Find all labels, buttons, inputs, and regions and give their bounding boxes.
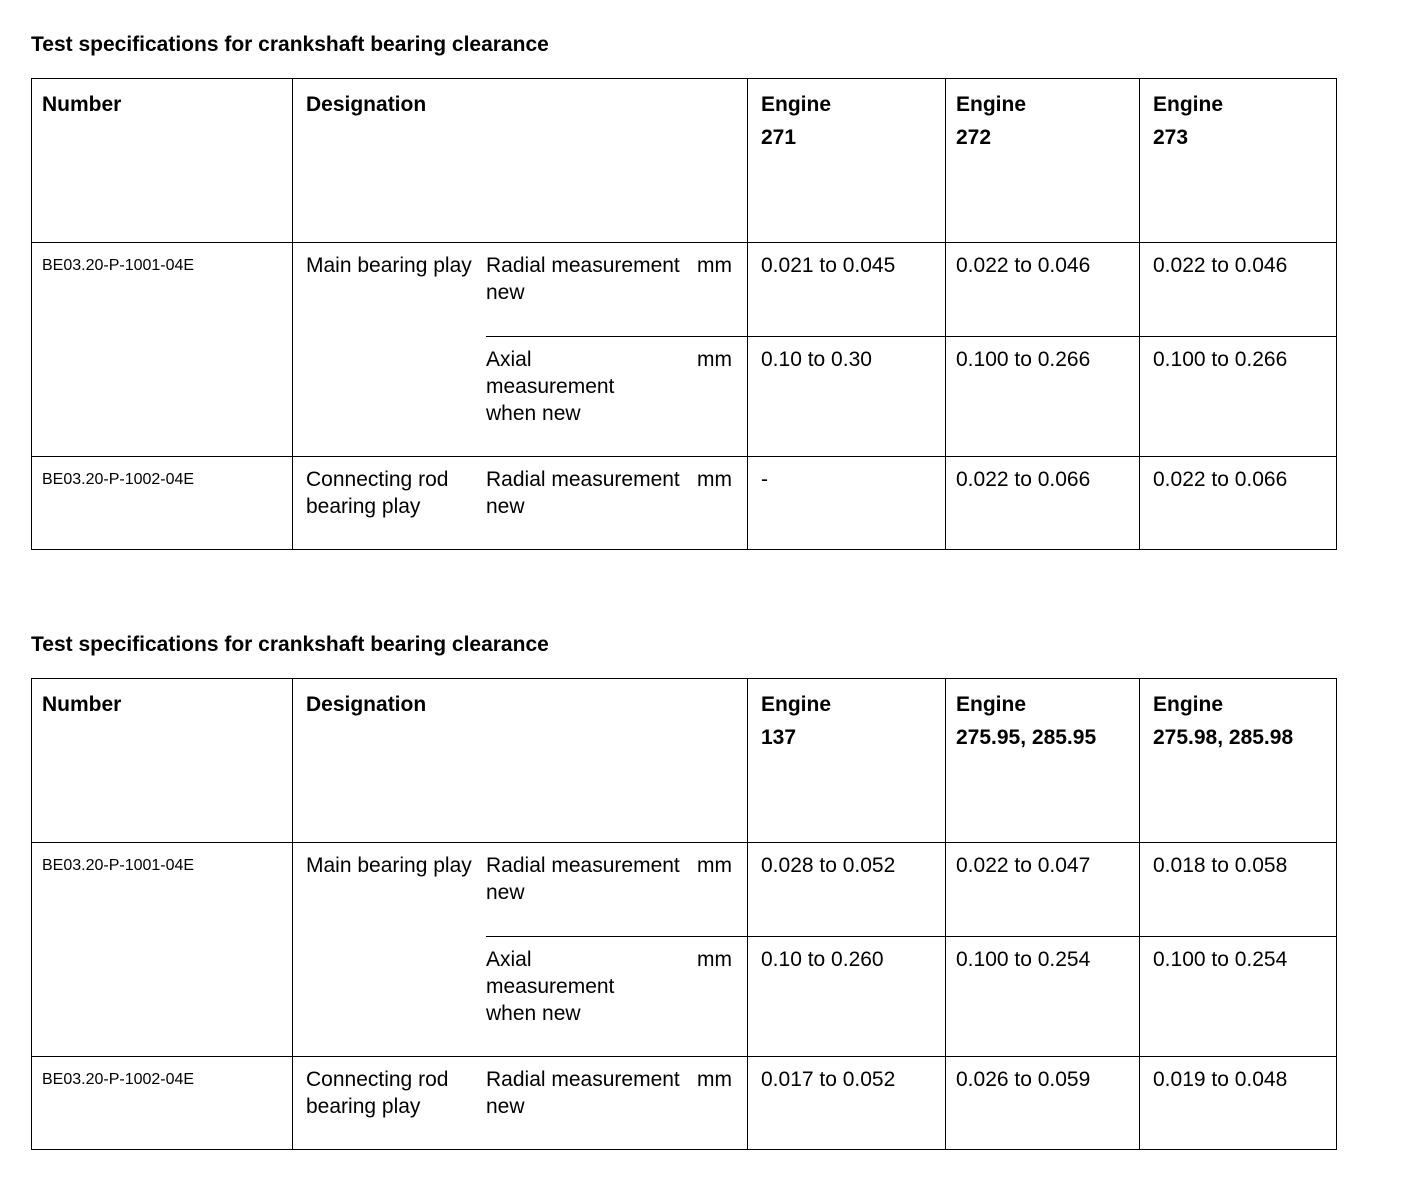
unit-label: mm [697, 468, 732, 491]
designation-label: Connecting rod bearing play [306, 1068, 449, 1118]
designation-label: Main bearing play [306, 254, 472, 277]
spec-number: BE03.20-P-1002-04E [42, 471, 195, 488]
table-border-right [1336, 78, 1337, 550]
unit-label: mm [697, 348, 732, 371]
engine-label: Engine [1153, 93, 1224, 116]
table-border-bottom [31, 1149, 1337, 1150]
header-engine-1 [761, 688, 831, 754]
spec-number: BE03.20-P-1001-04E [42, 857, 195, 874]
designation-label: Connecting rod bearing play [306, 468, 449, 518]
engine-label: Engine [956, 93, 1027, 116]
row-divider [31, 456, 1337, 457]
value-cell: 0.100 to 0.254 [1153, 948, 1288, 971]
measure-label: Axial measurement when new [486, 948, 615, 1025]
value-cell: 0.018 to 0.058 [1153, 854, 1288, 877]
value-cell: 0.022 to 0.066 [1153, 468, 1288, 491]
engine-model: 137 [761, 726, 797, 749]
value-cell: 0.022 to 0.046 [1153, 254, 1288, 277]
engine-model: 272 [956, 126, 992, 149]
engine-label: Engine [1153, 693, 1224, 716]
col-divider [945, 78, 946, 550]
value-cell: 0.017 to 0.052 [761, 1068, 896, 1091]
engine-model: 275.98, 285.98 [1153, 726, 1294, 749]
table-border-left [31, 78, 32, 550]
measure-label: Radial measurement new [486, 1068, 680, 1118]
table-border-top [31, 678, 1337, 679]
engine-model: 273 [1153, 126, 1189, 149]
spec-table [31, 78, 1337, 550]
spec-number: BE03.20-P-1001-04E [42, 257, 195, 274]
row-divider [31, 242, 1337, 243]
measure-label: Axial measurement when new [486, 348, 615, 425]
value-cell: 0.10 to 0.30 [761, 348, 872, 371]
header-designation: Designation [306, 93, 427, 116]
value-cell: 0.100 to 0.254 [956, 948, 1091, 971]
section-title: Test specifications for crankshaft bearing clearance [31, 633, 549, 656]
value-cell: 0.022 to 0.066 [956, 468, 1091, 491]
section-title: Test specifications for crankshaft bearing clearance [31, 33, 549, 56]
engine-label: Engine [761, 93, 832, 116]
value-cell: 0.026 to 0.059 [956, 1068, 1091, 1091]
engine-label: Engine [761, 693, 832, 716]
value-cell: 0.022 to 0.047 [956, 854, 1091, 877]
table-border-bottom [31, 549, 1337, 550]
value-cell: 0.021 to 0.045 [761, 254, 896, 277]
table-border-left [31, 678, 32, 1150]
col-divider [747, 78, 748, 550]
engine-model: 275.95, 285.95 [956, 726, 1097, 749]
table-border-right [1336, 678, 1337, 1150]
header-engine-1 [761, 88, 831, 154]
col-divider [747, 678, 748, 1150]
col-divider [1139, 678, 1140, 1150]
measure-label: Radial measurement new [486, 854, 680, 904]
value-cell: 0.100 to 0.266 [1153, 348, 1288, 371]
value-cell: 0.022 to 0.046 [956, 254, 1091, 277]
spec-number: BE03.20-P-1002-04E [42, 1071, 195, 1088]
unit-label: mm [697, 1068, 732, 1091]
row-divider-sub [486, 936, 1337, 937]
designation-label: Main bearing play [306, 854, 472, 877]
value-cell: 0.028 to 0.052 [761, 854, 896, 877]
row-divider [31, 842, 1337, 843]
engine-label: Engine [956, 693, 1027, 716]
header-engine-3 [1153, 88, 1223, 154]
measure-label: Radial measurement new [486, 468, 680, 518]
header-engine-3 [1153, 688, 1293, 754]
engine-model: 271 [761, 126, 797, 149]
unit-label: mm [697, 854, 732, 877]
row-divider [31, 1056, 1337, 1057]
col-divider [1139, 78, 1140, 550]
row-divider-sub [486, 336, 1337, 337]
unit-label: mm [697, 948, 732, 971]
unit-label: mm [697, 254, 732, 277]
col-divider [945, 678, 946, 1150]
measure-label: Radial measurement new [486, 254, 680, 304]
header-engine-2 [956, 688, 1096, 754]
col-divider [292, 78, 293, 550]
value-cell: 0.019 to 0.048 [1153, 1068, 1288, 1091]
value-cell: - [761, 468, 768, 491]
header-number: Number [42, 93, 122, 116]
header-number: Number [42, 693, 122, 716]
value-cell: 0.100 to 0.266 [956, 348, 1091, 371]
value-cell: 0.10 to 0.260 [761, 948, 884, 971]
header-designation: Designation [306, 693, 427, 716]
table-border-top [31, 78, 1337, 79]
col-divider [292, 678, 293, 1150]
spec-table [31, 678, 1337, 1150]
header-engine-2 [956, 88, 1026, 154]
